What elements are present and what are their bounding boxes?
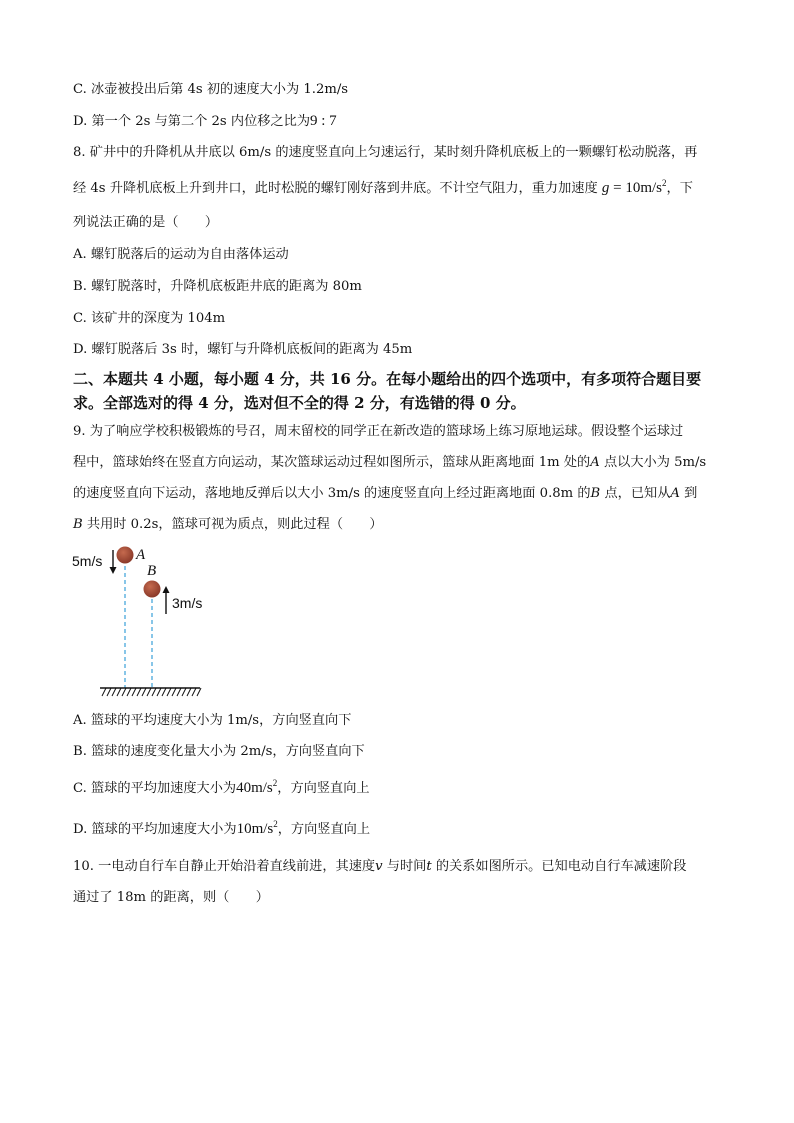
- q9-hatch-stroke: [157, 688, 161, 696]
- q10-stem-mid: 与时间: [382, 859, 427, 874]
- q9-hatch-stroke: [102, 688, 106, 696]
- q8-option-a: A. 螺钉脱落后的运动为自由落体运动: [73, 247, 289, 262]
- q9-option-c: [73, 779, 370, 798]
- q9-stem-line3-text: 的速度竖直向下运动，落地地反弹后以大小 3m/s 的速度竖直向上经过距离地面 0.8m 的: [73, 486, 591, 501]
- q10-symbol-t: t: [426, 859, 432, 874]
- q8-stem-line3: 列说法正确的是（ ）: [73, 215, 219, 230]
- q9-hatch-stroke: [167, 688, 171, 696]
- q9-hatch-stroke: [122, 688, 126, 696]
- q9-hatch-stroke: [152, 688, 156, 696]
- q9-option-d: [73, 820, 370, 839]
- q8-stem-line1: 8. 矿井中的升降机从井底以 6m/s 的速度竖直向上匀速运行，某时刻升降机底板上的一颗螺钉松动脱落，再: [73, 145, 698, 160]
- q9-hatch-stroke: [192, 688, 196, 696]
- q9-label-point-b: B: [147, 563, 157, 579]
- q9-option-a: A. 篮球的平均速度大小为 1m/s，方向竖直向下: [73, 713, 352, 728]
- q9-option-c-value: $40m/s^2$: [236, 778, 278, 796]
- q10-stem-line1-suffix: 的关系如图所示。已知电动自行车减速阶段: [431, 859, 687, 874]
- q8-g-exponent: 2: [662, 178, 667, 188]
- q9-hatch-stroke: [182, 688, 186, 696]
- q9-option-d-text: D. 篮球的平均加速度大小为: [73, 822, 237, 837]
- q9-stem-line3-suffix: 到: [679, 486, 698, 501]
- q9-point-a-ref-2: A: [670, 486, 680, 501]
- q8-option-c: C. 该矿井的深度为 104m: [73, 311, 226, 326]
- q9-label-velocity-a: 5m/s: [72, 553, 103, 569]
- q9-option-c-suffix: ，方向竖直向上: [277, 781, 370, 796]
- q9-ground-hatching: [102, 688, 201, 696]
- q9-point-b-ref-2: B: [73, 517, 83, 532]
- q7-option-d-ratio: 9 : 7: [310, 113, 337, 129]
- q8-g-value: = 10m/s: [609, 180, 663, 196]
- q9-hatch-stroke: [162, 688, 166, 696]
- q9-hatch-stroke: [142, 688, 146, 696]
- q9-arrow-down-icon: [110, 567, 117, 574]
- q8-stem-line2-suffix: ，下: [666, 181, 693, 196]
- q8-stem-line2-text: 经 4s 升降机底板上升到井口，此时松脱的螺钉刚好落到井底。不计空气阻力，重力加速度: [73, 181, 598, 196]
- q9-hatch-stroke: [197, 688, 201, 696]
- q9-hatch-stroke: [172, 688, 176, 696]
- q9-hatch-stroke: [112, 688, 116, 696]
- q9-option-b: B. 篮球的速度变化量大小为 2m/s，方向竖直向下: [73, 744, 365, 759]
- q9-hatch-stroke: [147, 688, 151, 696]
- q10-symbol-v: v: [375, 859, 383, 874]
- q9-stem-line2-text: 程中，篮球始终在竖直方向运动，某次篮球运动过程如图所示，篮球从距离地面 1m 处的: [73, 455, 591, 470]
- section2-heading-line1: 二、本题共 4 小题，每小题 4 分，共 16 分。在每小题给出的四个选项中，有多项符合题目要: [73, 370, 702, 388]
- q9-hatch-stroke: [127, 688, 131, 696]
- q9-option-c-text: C. 篮球的平均加速度大小为: [73, 781, 237, 796]
- q9-hatch-stroke: [107, 688, 111, 696]
- q10-stem-line2: 通过了 18m 的距离，则（ ）: [73, 890, 269, 905]
- q9-arrow-up-icon: [163, 586, 170, 593]
- q9-hatch-stroke: [117, 688, 121, 696]
- section2-heading-line2: 求。全部选对的得 4 分，选对但不全的得 2 分，有选错的得 0 分。: [73, 394, 526, 412]
- q7-option-d-text: D. 第一个 2s 与第二个 2s 内位移之比为: [73, 114, 311, 129]
- q9-stem-line3: [73, 485, 697, 503]
- q8-option-b: B. 螺钉脱落时，升降机底板距井底的距离为 80m: [73, 279, 362, 294]
- q9-ball-at-a: [117, 547, 134, 564]
- q10-stem-line1-text: 10. 一电动自行车自静止开始沿着直线前进，其速度: [73, 859, 376, 874]
- q9-stem-line4-text: 共用时 0.2s，篮球可视为质点，则此过程（ ）: [82, 517, 383, 532]
- q9-stem-line3-mid: 点，已知从: [600, 486, 671, 501]
- q9-label-point-a: A: [136, 547, 146, 563]
- q9-hatch-stroke: [132, 688, 136, 696]
- q7-option-d: [73, 112, 337, 131]
- q9-hatch-stroke: [137, 688, 141, 696]
- q8-option-d: D. 螺钉脱落后 3s 时，螺钉与升降机底板间的距离为 45m: [73, 342, 413, 357]
- q9-basketball-figure: [70, 540, 210, 705]
- q8-stem-line2: [73, 179, 693, 198]
- q9-stem-line1: 9. 为了响应学校积极锻炼的号召，周末留校的同学正在新改造的篮球场上练习原地运球。假设整个运球过: [73, 424, 684, 439]
- q9-stem-line2: [73, 454, 706, 472]
- q9-point-a-ref: A: [590, 455, 600, 470]
- q7-option-c: C. 冰壶被投出后第 4s 初的速度大小为 1.2m/s: [73, 82, 349, 97]
- q9-option-d-suffix: ，方向竖直向上: [277, 822, 371, 837]
- q9-ball-at-b: [144, 581, 161, 598]
- q8-g-symbol: g: [601, 180, 610, 196]
- q9-label-velocity-b: 3m/s: [172, 595, 203, 611]
- q9-hatch-stroke: [187, 688, 191, 696]
- q9-option-d-value: $10m/s^2$: [236, 819, 278, 837]
- q10-stem-line1: [73, 858, 686, 876]
- q9-point-b-ref: B: [590, 486, 601, 501]
- q9-hatch-stroke: [177, 688, 181, 696]
- q9-stem-line4: [73, 516, 383, 534]
- q9-stem-line2-rest: 点以大小为 5m/s: [599, 455, 707, 470]
- q8-gravity-formula: [602, 180, 667, 196]
